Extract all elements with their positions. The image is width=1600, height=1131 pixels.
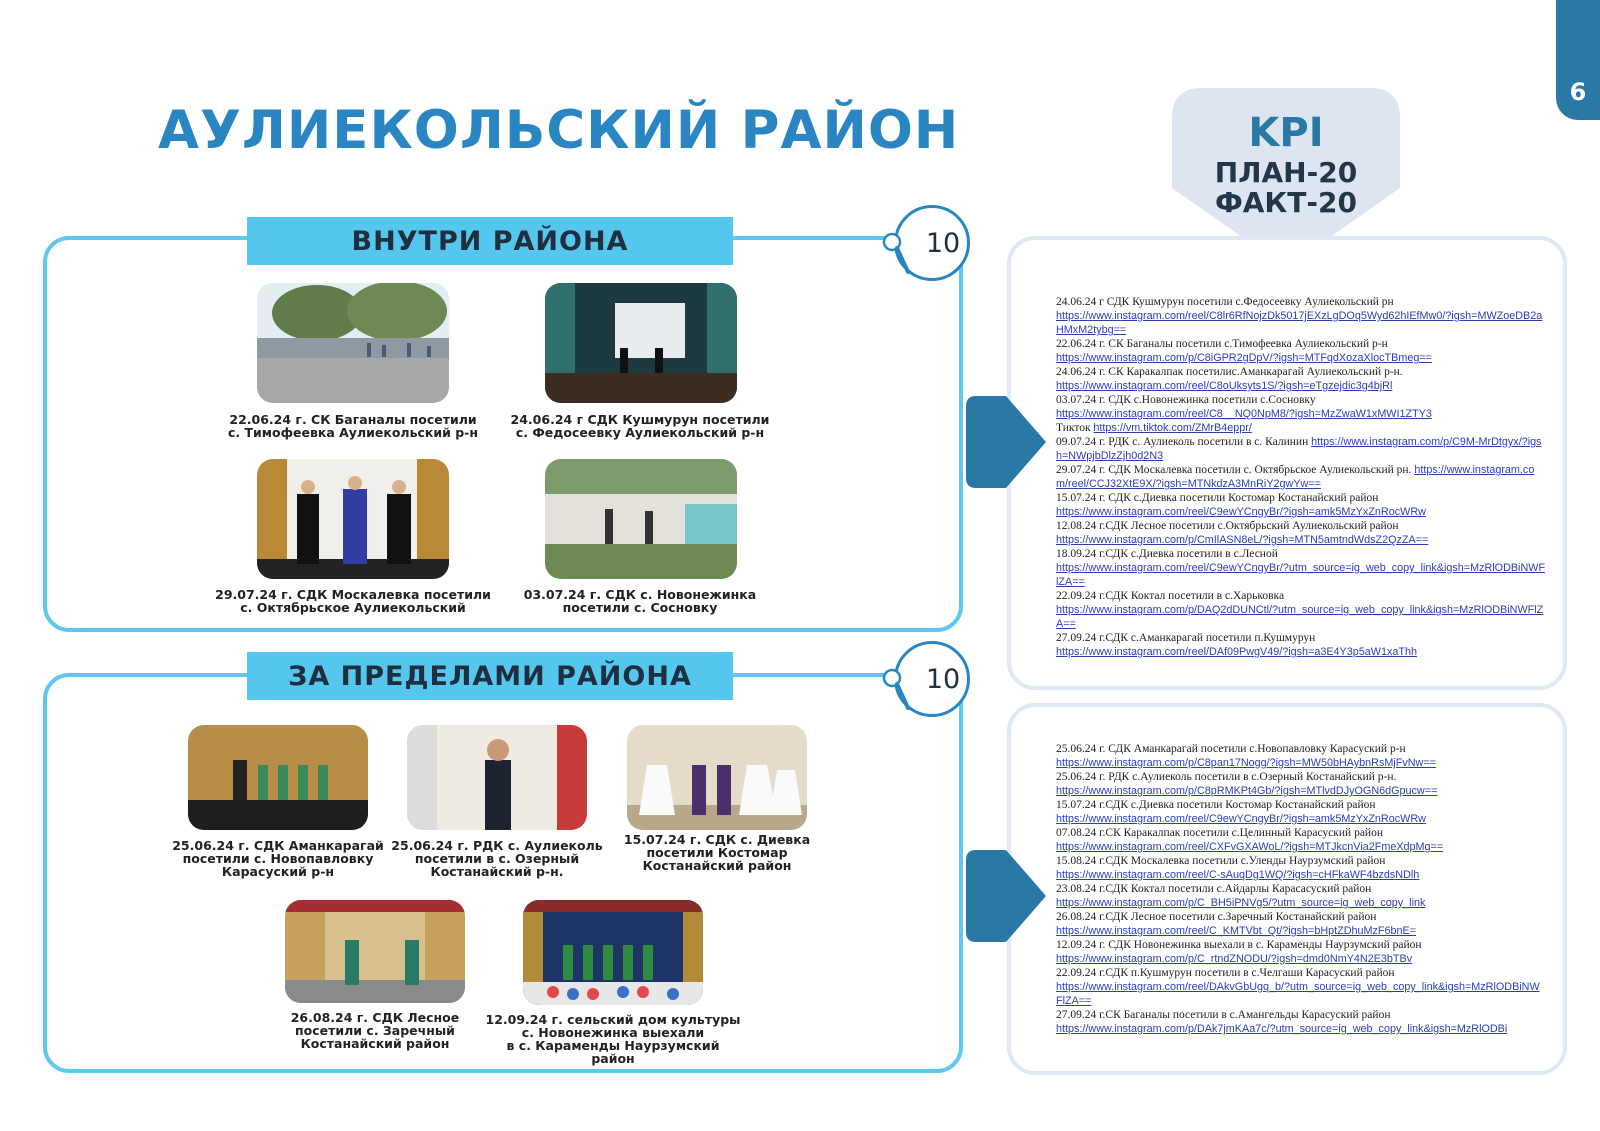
caption-karamendy: 12.09.24 г. сельский дом культуры с. Новонежинка выехали в с. Караменды Наурзумский район bbox=[485, 1012, 741, 1066]
link-entry-text: 15.08.24 г.СДК Москалевка посетили с.Уленды Наурзумский район bbox=[1056, 855, 1386, 867]
link-entry bbox=[1056, 770, 1546, 798]
page-number: 6 bbox=[1569, 78, 1587, 106]
link-entry-text: 03.07.24 г. СДК с.Новонежинка посетили с.Сосновку bbox=[1056, 394, 1316, 406]
instagram-link[interactable]: https://www.instagram.com/p/DAQ2dDUNCtl/?utm_source=ig_web_copy_link&igsh=MzRlODBiNWFlZA== bbox=[1056, 604, 1544, 630]
caption-timofeevka: 22.06.24 г. СК Баганалы посетили с. Тимофеевка Аулиекольский р-н bbox=[227, 412, 479, 440]
instagram-link[interactable]: https://www.instagram.com/p/C8pRMKPt4Gb/?igsh=MTlvdDJyOGN6dGpucw== bbox=[1056, 785, 1438, 797]
links-outside-list bbox=[1056, 742, 1546, 1036]
caption-fedoseevka: 24.06.24 г СДК Кушмурун посетили с. Федосеевку Аулиекольский р-н bbox=[510, 412, 770, 440]
instagram-link[interactable]: https://www.instagram.com/reel/C_KMTVbt_Qt/?igsh=bHptZDhuMzF6bnE= bbox=[1056, 925, 1417, 937]
link-entry bbox=[1056, 393, 1546, 421]
link-entry bbox=[1056, 742, 1546, 770]
page-title: АУЛИЕКОЛЬСКИЙ РАЙОН bbox=[158, 100, 960, 161]
caption-novopavlovka: 25.06.24 г. СДК Аманкарагай посетили с. Новопавловку Карасуский р-н bbox=[172, 838, 384, 879]
link-entry bbox=[1056, 854, 1546, 882]
instagram-link[interactable]: https://www.instagram.com/reel/DAf09PwgV49/?igsh=a3E4Y3p5aW1xaThh bbox=[1056, 646, 1417, 658]
photo-novopavlovka bbox=[188, 725, 368, 830]
instagram-link[interactable]: https://www.instagram.com/reel/C9ewYCngyBr/?utm_source=ig_web_copy_link&igsh=MzRlODBiNWFlZA== bbox=[1056, 562, 1546, 588]
link-entry-text: 15.07.24 г. СДК с.Диевка посетили Костомар Костанайский район bbox=[1056, 492, 1379, 504]
link-entry bbox=[1056, 826, 1546, 854]
caption-kostomar: 15.07.24 г. СДК с. Диевка посетили Костомар Костанайский район bbox=[623, 832, 811, 873]
instagram-link[interactable]: https://www.instagram.com/p/C8pan17Nogg/?igsh=MW50bHAybnRsMjFvNw== bbox=[1056, 757, 1436, 769]
link-entry bbox=[1056, 463, 1546, 491]
microphone-icon bbox=[882, 668, 910, 712]
caption-zarechny: 26.08.24 г. СДК Лесное посетили с. Заречный Костанайский район bbox=[290, 1010, 460, 1051]
links-inside-list bbox=[1056, 295, 1546, 659]
link-entry bbox=[1056, 365, 1546, 393]
link-entry bbox=[1056, 519, 1546, 547]
caption-oktyabrskoe: 29.07.24 г. СДК Москалевка посетили с. Октябрьское Аулиекольский bbox=[215, 587, 491, 615]
instagram-link[interactable]: https://www.instagram.com/p/C8iGPR2gDpV/?igsh=MTFqdXozaXlocTBmeg== bbox=[1056, 352, 1432, 364]
outside-district-heading: ЗА ПРЕДЕЛАМИ РАЙОНА bbox=[247, 652, 733, 700]
link-entry bbox=[1056, 337, 1546, 365]
photo-sosnovka bbox=[545, 459, 737, 579]
instagram-link[interactable]: https://www.instagram.com/p/DAk7jmKAa7c/?utm_source=ig_web_copy_link&igsh=MzRlODBi bbox=[1056, 1023, 1508, 1035]
link-entry-text: 22.09.24 г.СДК Коктал посетили в с.Харьковка bbox=[1056, 590, 1285, 602]
instagram-link[interactable]: https://www.instagram.com/reel/C8oUksyts1S/?igsh=eTgzejdic3g4bjRl bbox=[1056, 380, 1393, 392]
outside-count: 10 bbox=[925, 663, 961, 695]
link-entry-text: 23.08.24 г.СДК Коктал посетили с.Айдарлы Карасасуский район bbox=[1056, 883, 1372, 895]
photo-fedoseevka bbox=[545, 283, 737, 403]
link-entry bbox=[1056, 435, 1546, 463]
instagram-link[interactable]: https://www.instagram.com/p/CmIlASN8eL/?igsh=MTN5amtndWdsZ2QzZA== bbox=[1056, 534, 1429, 546]
instagram-link[interactable]: https://www.instagram.com/reel/CCJ32XtE9X/?igsh=MTNkdzA3MnRiY2gwYw== bbox=[1056, 464, 1535, 490]
link-entry bbox=[1056, 547, 1546, 589]
instagram-link[interactable]: https://www.instagram.com/reel/C9ewYCngyBr/?igsh=amk5MzYxZnRocWRw bbox=[1056, 506, 1426, 518]
link-entry-text: 22.09.24 г.СДК п.Кушмурун посетили в с.Челгаши Карасуский район bbox=[1056, 967, 1395, 979]
link-entry bbox=[1056, 910, 1546, 938]
photo-kostomar bbox=[627, 725, 807, 830]
link-entry bbox=[1056, 631, 1546, 659]
photo-oktyabrskoe bbox=[257, 459, 449, 579]
link-entry-text: 27.09.24 г.СДК с.Аманкарагай посетили п.Кушмурун bbox=[1056, 632, 1316, 644]
photo-zarechny bbox=[285, 900, 465, 1003]
link-entry-text: 12.08.24 г.СДК Лесное посетили с.Октябрьский Аулиекольский район bbox=[1056, 520, 1399, 532]
link-entry-text: 15.07.24 г.СДК с.Диевка посетили Костомар Костанайский район bbox=[1056, 799, 1376, 811]
link-entry-text: 12.09.24 г. СДК Новонежинка выехали в с. Караменды Наурзумский район bbox=[1056, 939, 1422, 951]
inside-district-heading: ВНУТРИ РАЙОНА bbox=[247, 217, 733, 265]
instagram-link[interactable]: https://www.instagram.com/p/C_rtndZNODU/?igsh=dmd0NmY4N2E3bTBv bbox=[1056, 953, 1413, 965]
kpi-title: KPI bbox=[1248, 110, 1324, 156]
link-entry-text: 07.08.24 г.СК Каракалпак посетили с.Целинный Карасуский район bbox=[1056, 827, 1383, 839]
link-entry bbox=[1056, 1008, 1546, 1036]
instagram-link[interactable]: https://www.instagram.com/reel/C8__NQ0NpM8/?igsh=MzZwaW1xMWI1ZTY3 bbox=[1056, 408, 1432, 420]
link-entry bbox=[1056, 589, 1546, 631]
kpi-plan: ПЛАН-20 bbox=[1214, 156, 1358, 189]
instagram-link[interactable]: https://www.instagram.com/reel/DAkvGbUgq_b/?utm_source=ig_web_copy_link&igsh=MzRlODBiNWFlZA== bbox=[1056, 981, 1540, 1007]
link-entry-text: 26.08.24 г.СДК Лесное посетили с.Заречный Костанайский район bbox=[1056, 911, 1377, 923]
instagram-link[interactable]: https://www.instagram.com/p/C9M-MrDtgyx/?igsh=NWpjbDlzZjh0d2N3 bbox=[1056, 436, 1542, 462]
link-entry-text: 24.06.24 г СДК Кушмурун посетили с.Федосеевку Аулиекольский рн bbox=[1056, 296, 1394, 308]
link-entry-text: 18.09.24 г.СДК с.Диевка посетили в с.Лесной bbox=[1056, 548, 1278, 560]
arrow-right-icon bbox=[966, 850, 1046, 942]
caption-ozerny: 25.06.24 г. РДК с. Аулиеколь посетили в с. Озерный Костанайский р-н. bbox=[391, 838, 603, 879]
link-entry-text: 25.06.24 г. СДК Аманкарагай посетили с.Новопавловку Карасуский р-н bbox=[1056, 743, 1406, 755]
photo-ozerny bbox=[407, 725, 587, 830]
link-entry bbox=[1056, 882, 1546, 910]
page-number-tab bbox=[1556, 0, 1600, 120]
link-entry-text: 27.09.24 г.СК Баганалы посетили в с.Амангельды Карасуский район bbox=[1056, 1009, 1391, 1021]
arrow-right-icon bbox=[966, 396, 1046, 488]
caption-sosnovka: 03.07.24 г. СДК с. Новонежинка посетили с. Сосновку bbox=[523, 587, 757, 615]
link-entry-text: 29.07.24 г. СДК Москалевка посетили с. Октябрьское Аулиекольский рн. bbox=[1056, 464, 1415, 476]
instagram-link[interactable]: https://www.instagram.com/reel/CXFvGXAWoL/?igsh=MTJkcnVia2FmeXdpMg== bbox=[1056, 841, 1444, 853]
microphone-icon bbox=[882, 232, 910, 276]
link-entry bbox=[1056, 798, 1546, 826]
inside-count: 10 bbox=[925, 227, 961, 259]
link-entry-text: 24.06.24 г. СК Каракалпак посетилис.Аманкарагай Аулиекольский р-н. bbox=[1056, 366, 1403, 378]
photo-timofeevka bbox=[257, 283, 449, 403]
instagram-link[interactable]: https://www.instagram.com/reel/C9ewYCngyBr/?igsh=amk5MzYxZnRocWRw bbox=[1056, 813, 1426, 825]
instagram-link[interactable]: https://www.instagram.com/reel/C-sAuqDg1WQ/?igsh=cHFkaWF4bzdsNDlh bbox=[1056, 869, 1420, 881]
link-entry-text: 09.07.24 г. РДК с. Аулиеколь посетили в с. Калинин bbox=[1056, 436, 1312, 448]
kpi-fact: ФАКТ-20 bbox=[1214, 186, 1357, 219]
link-entry-text: Тикток bbox=[1056, 422, 1094, 434]
instagram-link[interactable]: https://vm.tiktok.com/ZMrB4eppr/ bbox=[1093, 422, 1252, 434]
link-entry bbox=[1056, 938, 1546, 966]
instagram-link[interactable]: https://www.instagram.com/p/C_BH5iPNVg5/?utm_source=ig_web_copy_link bbox=[1056, 897, 1426, 909]
link-entry-text: 22.06.24 г. СК Баганалы посетили с.Тимофеевка Аулиекольский р-н bbox=[1056, 338, 1388, 350]
instagram-link[interactable]: https://www.instagram.com/reel/C8lr6RfNojzDk5017jEXzLgDOq5Wyd62hIEfMw0/?igsh=MWZoeDB2aHMxM2tybg== bbox=[1056, 310, 1543, 336]
photo-karamendy bbox=[523, 900, 703, 1005]
link-entry-text: 25.06.24 г. РДК с.Аулиеколь посетили в с.Озерный Костанайский р-н. bbox=[1056, 771, 1397, 783]
link-entry bbox=[1056, 966, 1546, 1008]
link-entry bbox=[1056, 421, 1546, 435]
link-entry bbox=[1056, 295, 1546, 337]
link-entry bbox=[1056, 491, 1546, 519]
